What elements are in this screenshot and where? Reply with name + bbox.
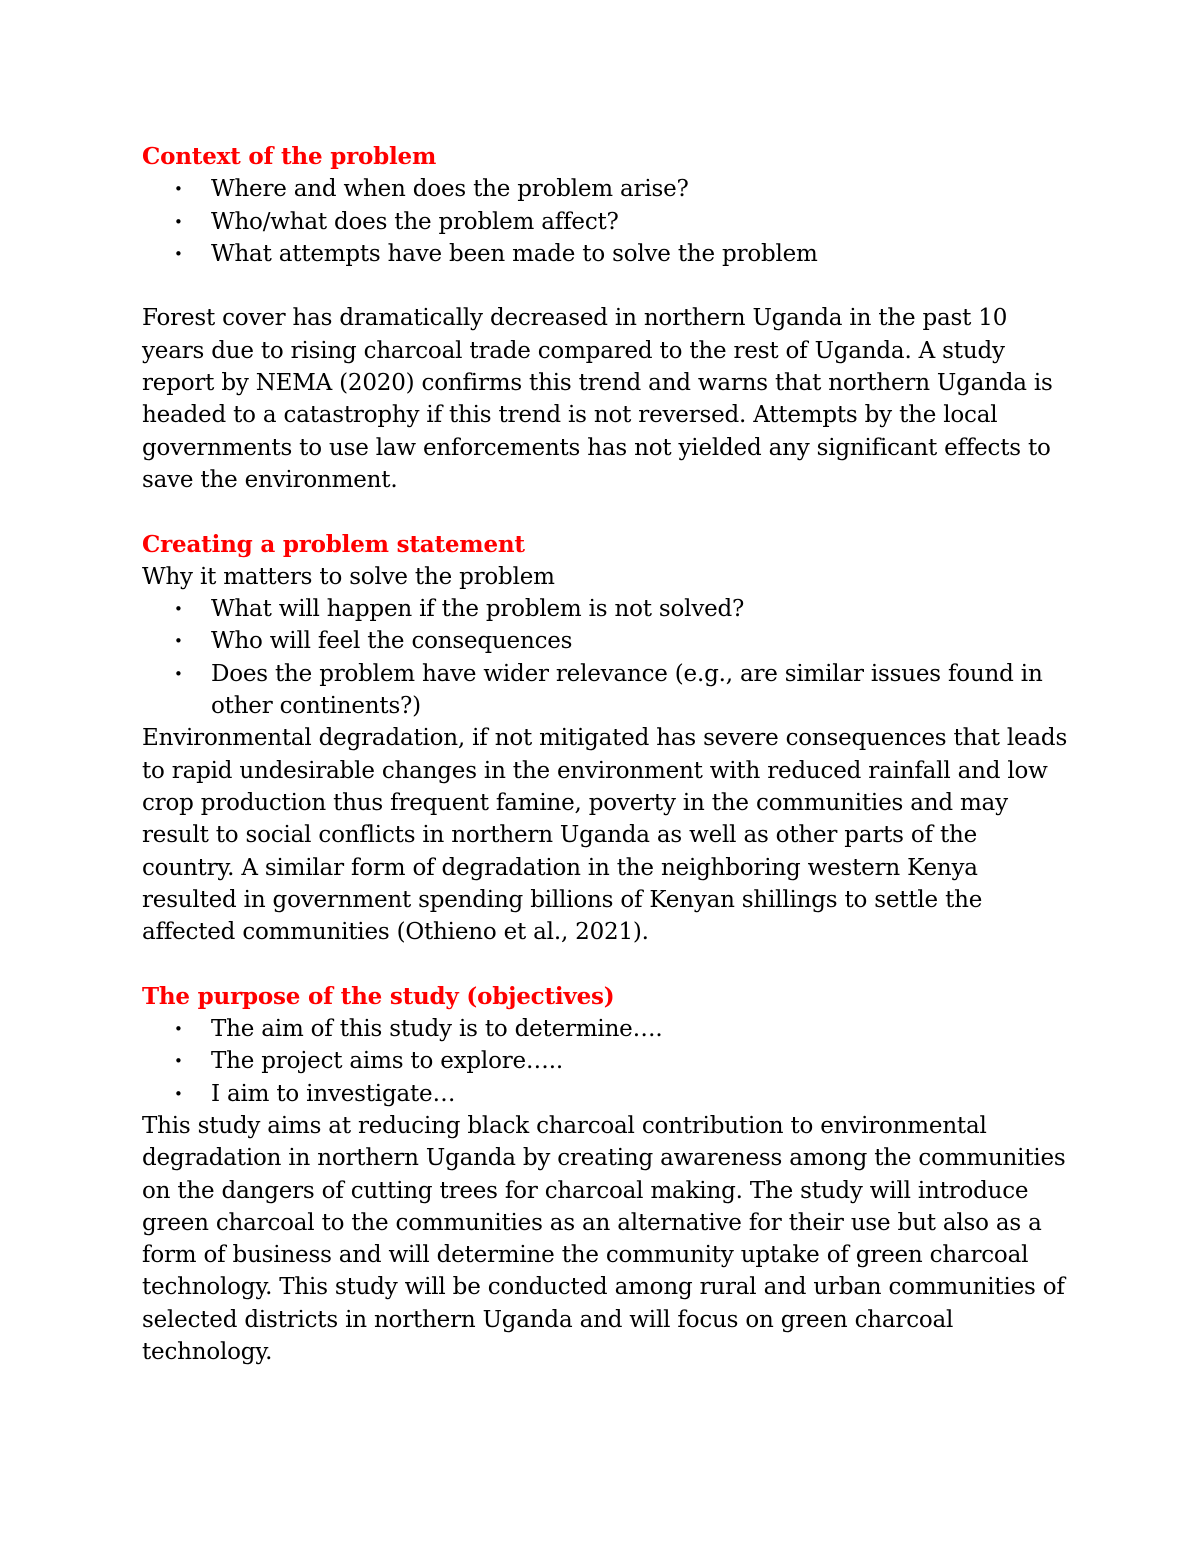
bullet-icon: • [174, 1052, 183, 1071]
spacer [142, 948, 1072, 980]
bullet-icon: • [174, 1020, 183, 1039]
bullet-list [142, 173, 1072, 270]
list-item [174, 658, 1072, 723]
list-item [174, 173, 1072, 205]
list-item-text: What will happen if the problem is not solved? [211, 596, 745, 623]
spacer [142, 270, 1072, 302]
section-heading: Creating a problem statement [142, 530, 525, 558]
bullet-icon: • [174, 600, 183, 619]
list-item [174, 593, 1072, 625]
bullet-icon: • [174, 664, 183, 683]
bullet-icon: • [174, 180, 183, 199]
body-paragraph: Environmental degradation, if not mitigated has severe consequences that leads to rapid undesirable changes in the environment with reduced rainfall and low crop production thus frequent famine, poverty in the communities and may result to social conflicts in northern Uganda as well as other parts of the country. A similar form of degradation in the neighboring western Kenya resulted in government spending billions of Kenyan shillings to settle the affected communities (Othieno et al., 2021). [142, 725, 1068, 946]
section-heading: Context of the problem [142, 143, 437, 170]
list-item-text: The project aims to explore….. [211, 1048, 563, 1075]
list-item-text: The aim of this study is to determine…. [211, 1016, 663, 1043]
bullet-list [142, 593, 1072, 722]
bullet-icon: • [174, 212, 183, 231]
list-item-text: Where and when does the problem arise? [211, 176, 689, 203]
section-problem-statement [142, 529, 1072, 949]
list-item-text: What attempts have been made to solve the problem [211, 240, 818, 267]
list-item [174, 238, 1072, 270]
list-item [174, 1078, 1072, 1110]
bullet-icon: • [174, 1084, 183, 1103]
list-item-text: Who/what does the problem affect? [211, 208, 619, 235]
section-purpose [142, 981, 1072, 1369]
body-paragraph: This study aims at reducing black charcoal contribution to environmental degradation in northern Uganda by creating awareness among the communities on the dangers of cutting trees for charcoal making. The study will introduce green charcoal to the communities as an alternative for their use but also as a form of business and will determine the community uptake of green charcoal technology. This study will be conducted among rural and urban communities of selected districts in northern Uganda and will focus on green charcoal technology. [142, 1112, 1066, 1365]
spacer [142, 496, 1072, 528]
document-page [142, 141, 1072, 1368]
bullet-icon: • [174, 632, 183, 651]
body-paragraph: Forest cover has dramatically decreased in northern Uganda in the past 10 years due to rising charcoal trade compared to the rest of Uganda. A study report by NEMA (2020) confirms this trend and warns that northern Uganda is headed to a catastrophy if this trend is not reversed. Attempts by the local governments to use law enforcements has not yielded any significant effects to save the environment. [142, 305, 1053, 493]
section-intro: Why it matters to solve the problem [142, 563, 555, 590]
section-heading: The purpose of the study (objectives) [142, 982, 615, 1010]
bullet-list [142, 1013, 1072, 1110]
list-item [174, 625, 1072, 657]
list-item-text: Who will feel the consequences [211, 628, 573, 655]
list-item [174, 206, 1072, 238]
list-item [174, 1045, 1072, 1077]
section-context [142, 141, 1072, 496]
list-item-text: I aim to investigate… [211, 1080, 456, 1107]
list-item-text: Does the problem have wider relevance (e.g., are similar issues found in other continents?) [211, 660, 1043, 720]
bullet-icon: • [174, 244, 183, 263]
list-item [174, 1013, 1072, 1045]
